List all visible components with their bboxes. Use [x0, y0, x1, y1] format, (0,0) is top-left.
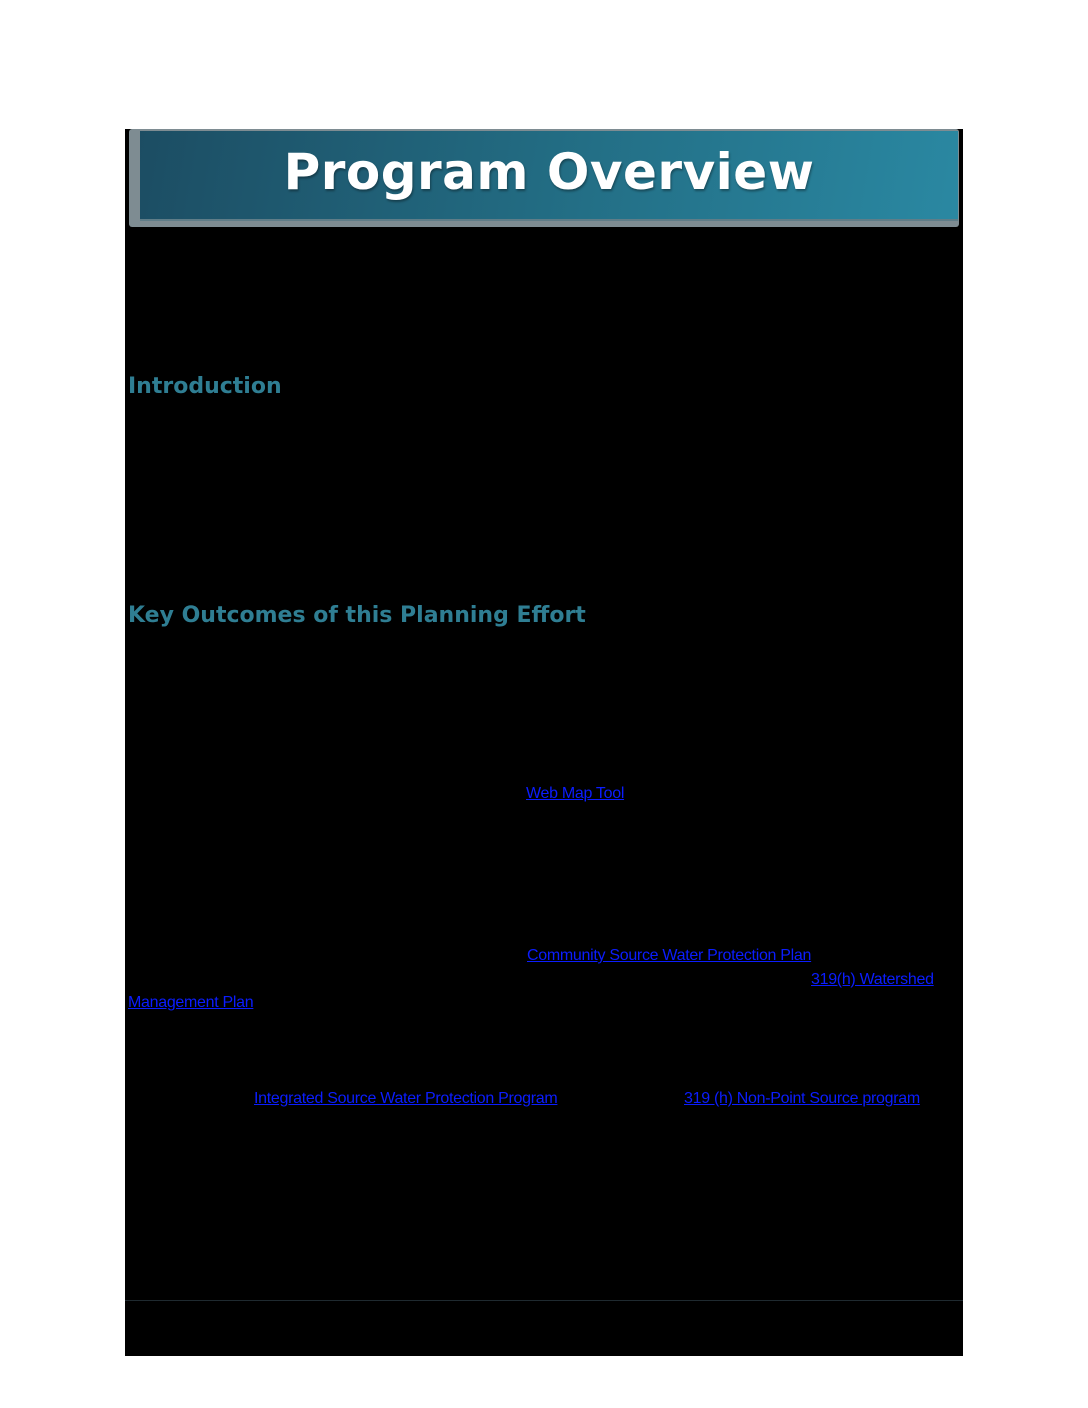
section-heading-introduction: Introduction: [128, 374, 282, 399]
footer-divider: [125, 1300, 963, 1301]
page-title: Program Overview: [283, 143, 815, 201]
watershed-management-plan-link[interactable]: 319(h) Watershed: [811, 971, 934, 988]
document-panel: [125, 129, 963, 1356]
title-banner-frame: [129, 129, 959, 227]
web-map-tool-link[interactable]: Web Map Tool: [526, 785, 625, 802]
section-heading-key-outcomes: Key Outcomes of this Planning Effort: [128, 603, 586, 628]
non-point-source-program-link[interactable]: 319 (h) Non-Point Source program: [684, 1090, 920, 1107]
integrated-source-water-protection-program-link[interactable]: Integrated Source Water Protection Program: [254, 1090, 558, 1107]
watershed-management-plan-link-continued[interactable]: Management Plan: [128, 994, 254, 1011]
community-source-water-protection-plan-link[interactable]: Community Source Water Protection Plan: [527, 947, 812, 964]
title-banner: [140, 131, 958, 221]
